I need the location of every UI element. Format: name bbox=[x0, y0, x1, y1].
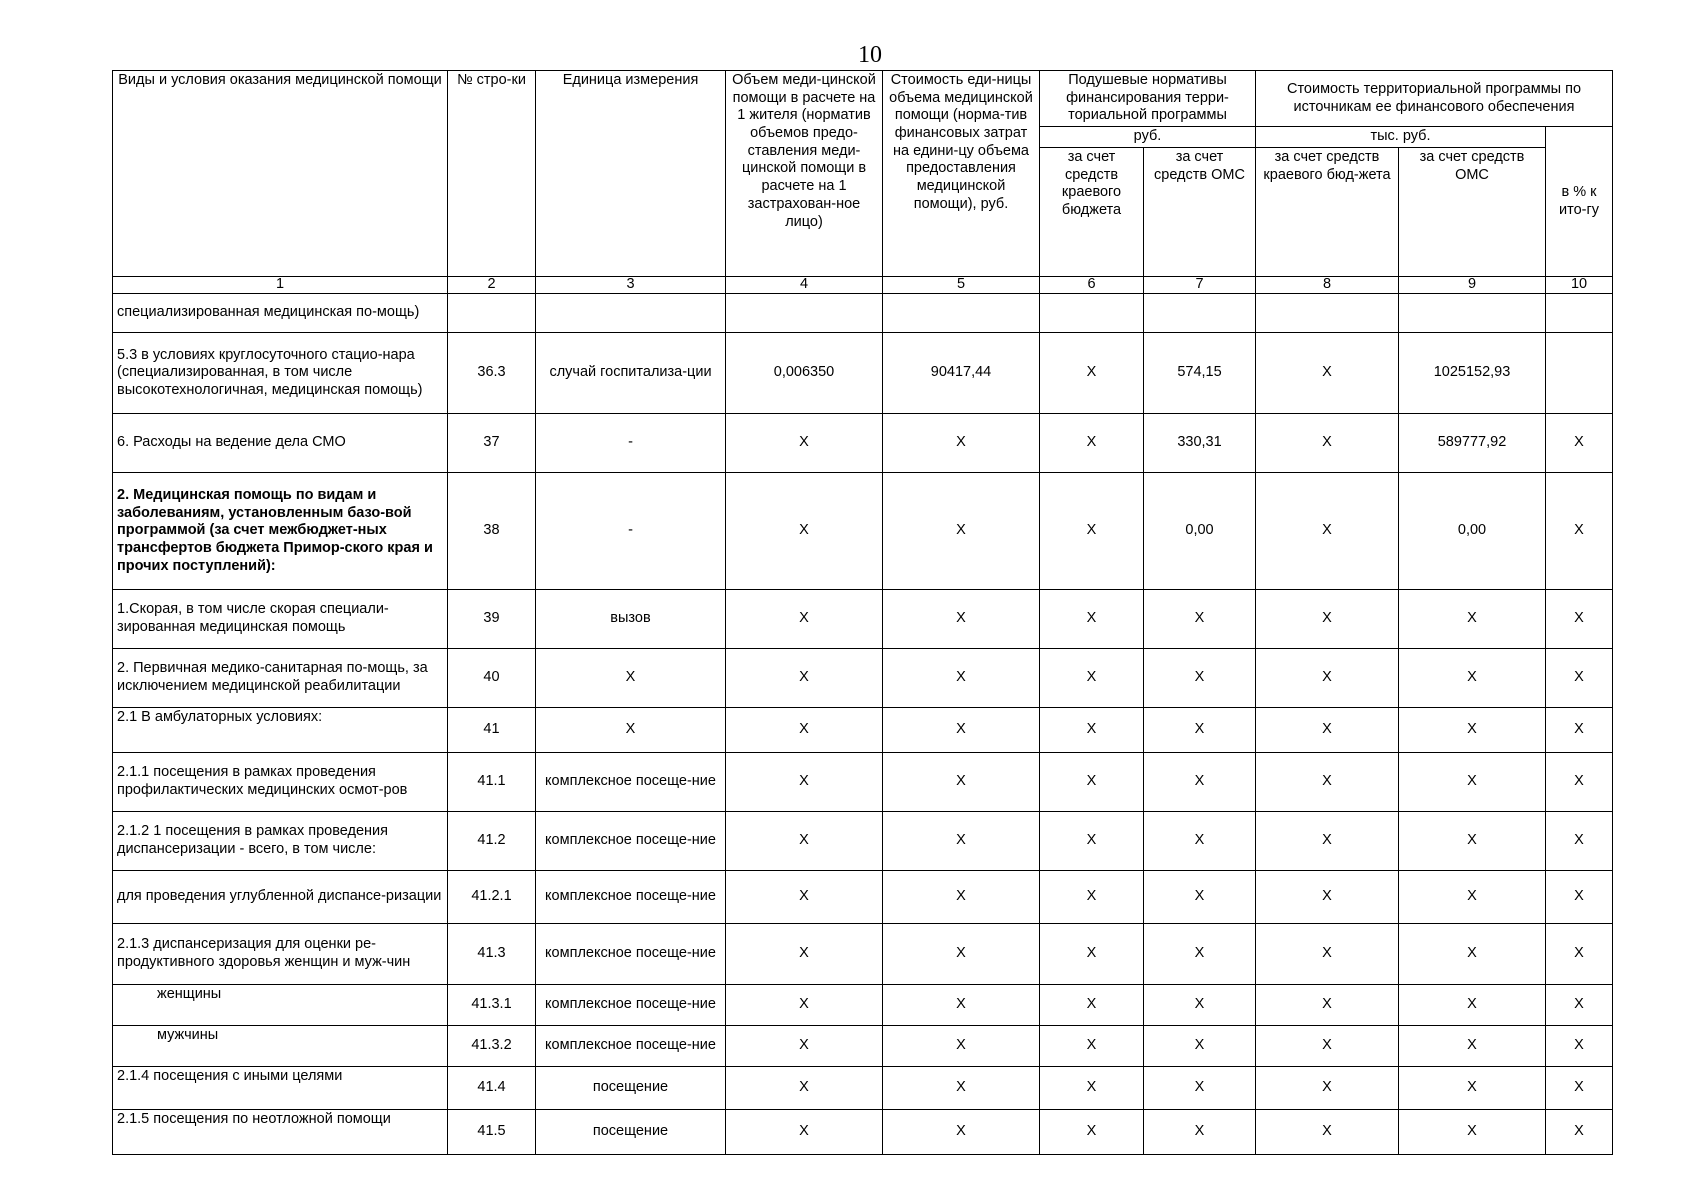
row-percent-total: Х bbox=[1546, 871, 1613, 924]
header-per-capita-group: Подушевые нормативы финансирования терри-ториальной программы bbox=[1040, 71, 1256, 127]
row-oms-rub: Х bbox=[1144, 1026, 1256, 1067]
row-oms-rub: 574,15 bbox=[1144, 333, 1256, 414]
row-regional-budget-thousand: Х bbox=[1256, 871, 1399, 924]
row-unit-cost: Х bbox=[883, 590, 1040, 649]
row-unit: Х bbox=[536, 649, 726, 708]
row-number: 41.2 bbox=[448, 812, 536, 871]
row-unit: комплексное посеще-ние bbox=[536, 753, 726, 812]
row-unit-cost: Х bbox=[883, 473, 1040, 590]
row-oms-rub: Х bbox=[1144, 985, 1256, 1026]
header-unit: Единица измерения bbox=[536, 71, 726, 277]
row-volume: Х bbox=[726, 924, 883, 985]
table-row bbox=[113, 649, 1613, 708]
row-unit-cost: Х bbox=[883, 649, 1040, 708]
row-number: 41.5 bbox=[448, 1110, 536, 1155]
header-unit-cost: Стоимость еди-ницы объема медицинской помощи (норма-тив финансовых затрат на едини-цу объема предоставления медицинской помощи), руб. bbox=[883, 71, 1040, 277]
row-unit: комплексное посеще-ние bbox=[536, 924, 726, 985]
row-oms-thousand: Х bbox=[1399, 924, 1546, 985]
row-regional-budget-rub: Х bbox=[1040, 649, 1144, 708]
row-oms-thousand: Х bbox=[1399, 649, 1546, 708]
row-volume: Х bbox=[726, 1067, 883, 1110]
row-regional-budget-thousand: Х bbox=[1256, 473, 1399, 590]
row-name: 2.1.4 посещения с иными целями bbox=[113, 1067, 448, 1110]
table-row bbox=[113, 871, 1613, 924]
table-row bbox=[113, 414, 1613, 473]
row-regional-budget-rub: Х bbox=[1040, 924, 1144, 985]
row-unit: посещение bbox=[536, 1067, 726, 1110]
row-volume: Х bbox=[726, 649, 883, 708]
row-name: 2.1 В амбулаторных условиях: bbox=[113, 708, 448, 753]
row-unit: - bbox=[536, 473, 726, 590]
row-volume: Х bbox=[726, 473, 883, 590]
row-regional-budget-thousand: Х bbox=[1256, 812, 1399, 871]
row-oms-rub: Х bbox=[1144, 871, 1256, 924]
row-oms-rub bbox=[1144, 294, 1256, 333]
table-row bbox=[113, 753, 1613, 812]
header-unit-rub: руб. bbox=[1040, 127, 1256, 148]
row-regional-budget-thousand: Х bbox=[1256, 753, 1399, 812]
table-row bbox=[113, 294, 1613, 333]
row-unit-cost: Х bbox=[883, 1026, 1040, 1067]
row-oms-rub: 0,00 bbox=[1144, 473, 1256, 590]
row-number: 41 bbox=[448, 708, 536, 753]
row-regional-budget-rub: Х bbox=[1040, 985, 1144, 1026]
row-unit: комплексное посеще-ние bbox=[536, 985, 726, 1026]
row-name: женщины bbox=[113, 985, 448, 1026]
row-regional-budget-thousand: Х bbox=[1256, 414, 1399, 473]
header-program-cost-group: Стоимость территориальной программы по источникам ее финансового обеспечения bbox=[1256, 71, 1613, 127]
column-number: 4 bbox=[726, 277, 883, 294]
row-unit-cost: Х bbox=[883, 871, 1040, 924]
header-kinds-conditions: Виды и условия оказания медицинской помощи bbox=[113, 71, 448, 277]
table-row bbox=[113, 812, 1613, 871]
row-number: 39 bbox=[448, 590, 536, 649]
header-row-number: № стро-ки bbox=[448, 71, 536, 277]
header-regional-budget-thousand: за счет средств краевого бюд-жета bbox=[1256, 148, 1399, 277]
row-percent-total: Х bbox=[1546, 414, 1613, 473]
row-unit bbox=[536, 294, 726, 333]
row-number: 37 bbox=[448, 414, 536, 473]
page-number: 10 bbox=[858, 42, 882, 68]
row-regional-budget-rub bbox=[1040, 294, 1144, 333]
table-row bbox=[113, 1110, 1613, 1155]
row-unit: - bbox=[536, 414, 726, 473]
row-unit-cost: Х bbox=[883, 985, 1040, 1026]
row-oms-rub: Х bbox=[1144, 649, 1256, 708]
row-regional-budget-thousand: Х bbox=[1256, 1067, 1399, 1110]
row-oms-thousand bbox=[1399, 294, 1546, 333]
column-number: 7 bbox=[1144, 277, 1256, 294]
row-oms-thousand: Х bbox=[1399, 985, 1546, 1026]
row-regional-budget-rub: Х bbox=[1040, 1067, 1144, 1110]
row-regional-budget-rub: Х bbox=[1040, 590, 1144, 649]
row-unit-cost: 90417,44 bbox=[883, 333, 1040, 414]
row-unit: вызов bbox=[536, 590, 726, 649]
column-number: 10 bbox=[1546, 277, 1613, 294]
row-regional-budget-thousand: Х bbox=[1256, 1110, 1399, 1155]
row-oms-thousand: Х bbox=[1399, 1110, 1546, 1155]
row-unit-cost: Х bbox=[883, 924, 1040, 985]
header-oms-rub: за счет средств ОМС bbox=[1144, 148, 1256, 277]
row-regional-budget-thousand: Х bbox=[1256, 1026, 1399, 1067]
row-number: 38 bbox=[448, 473, 536, 590]
row-regional-budget-rub: Х bbox=[1040, 414, 1144, 473]
column-number: 6 bbox=[1040, 277, 1144, 294]
row-percent-total: Х bbox=[1546, 473, 1613, 590]
row-oms-rub: 330,31 bbox=[1144, 414, 1256, 473]
row-regional-budget-thousand: Х bbox=[1256, 924, 1399, 985]
row-unit-cost: Х bbox=[883, 1067, 1040, 1110]
row-regional-budget-rub: Х bbox=[1040, 753, 1144, 812]
row-percent-total: Х bbox=[1546, 1110, 1613, 1155]
header-percent-total: в % к ито-гу bbox=[1546, 127, 1613, 277]
row-volume: Х bbox=[726, 753, 883, 812]
row-regional-budget-thousand: Х bbox=[1256, 708, 1399, 753]
row-percent-total: Х bbox=[1546, 1026, 1613, 1067]
row-name: 6. Расходы на ведение дела СМО bbox=[113, 414, 448, 473]
header-regional-budget-rub: за счет средств краевого бюджета bbox=[1040, 148, 1144, 277]
row-percent-total: Х bbox=[1546, 924, 1613, 985]
row-unit: комплексное посеще-ние bbox=[536, 1026, 726, 1067]
row-volume bbox=[726, 294, 883, 333]
row-oms-rub: Х bbox=[1144, 812, 1256, 871]
row-regional-budget-thousand: Х bbox=[1256, 590, 1399, 649]
row-number: 41.4 bbox=[448, 1067, 536, 1110]
row-regional-budget-rub: Х bbox=[1040, 333, 1144, 414]
row-oms-thousand: Х bbox=[1399, 753, 1546, 812]
row-unit-cost: Х bbox=[883, 414, 1040, 473]
row-oms-thousand: Х bbox=[1399, 1067, 1546, 1110]
row-percent-total: Х bbox=[1546, 753, 1613, 812]
row-volume: Х bbox=[726, 1110, 883, 1155]
row-oms-rub: Х bbox=[1144, 590, 1256, 649]
row-regional-budget-rub: Х bbox=[1040, 708, 1144, 753]
table-row bbox=[113, 1067, 1613, 1110]
table-row bbox=[113, 590, 1613, 649]
column-number: 2 bbox=[448, 277, 536, 294]
row-percent-total bbox=[1546, 294, 1613, 333]
row-name: 5.3 в условиях круглосуточного стацио-нара (специализированная, в том числе высокотехнологичная, медицинская помощь) bbox=[113, 333, 448, 414]
table-row bbox=[113, 333, 1613, 414]
row-unit: посещение bbox=[536, 1110, 726, 1155]
row-regional-budget-rub: Х bbox=[1040, 473, 1144, 590]
row-volume: Х bbox=[726, 812, 883, 871]
row-volume: Х bbox=[726, 985, 883, 1026]
row-oms-rub: Х bbox=[1144, 1067, 1256, 1110]
row-percent-total: Х bbox=[1546, 985, 1613, 1026]
row-unit: комплексное посеще-ние bbox=[536, 812, 726, 871]
row-number: 41.3 bbox=[448, 924, 536, 985]
row-unit-cost: Х bbox=[883, 812, 1040, 871]
row-unit: случай госпитализа-ции bbox=[536, 333, 726, 414]
row-name: 2.1.2 1 посещения в рамках проведения диспансеризации - всего, в том числе: bbox=[113, 812, 448, 871]
header-oms-thousand: за счет средств ОМС bbox=[1399, 148, 1546, 277]
row-unit-cost bbox=[883, 294, 1040, 333]
row-unit-cost: Х bbox=[883, 753, 1040, 812]
row-regional-budget-thousand: Х bbox=[1256, 985, 1399, 1026]
row-oms-thousand: Х bbox=[1399, 1026, 1546, 1067]
column-number: 3 bbox=[536, 277, 726, 294]
row-regional-budget-thousand: Х bbox=[1256, 333, 1399, 414]
row-number: 36.3 bbox=[448, 333, 536, 414]
table-row bbox=[113, 1026, 1613, 1067]
row-oms-thousand: Х bbox=[1399, 708, 1546, 753]
column-number: 8 bbox=[1256, 277, 1399, 294]
row-regional-budget-rub: Х bbox=[1040, 871, 1144, 924]
row-oms-thousand: Х bbox=[1399, 812, 1546, 871]
header-volume: Объем меди-цинской помощи в расчете на 1 жителя (норматив объемов предо-ставления меди-цинской помощи в расчете на 1 застрахован-ное лицо) bbox=[726, 71, 883, 277]
row-number: 41.2.1 bbox=[448, 871, 536, 924]
column-number: 9 bbox=[1399, 277, 1546, 294]
row-percent-total: Х bbox=[1546, 708, 1613, 753]
row-name: 2. Первичная медико-санитарная по-мощь, за исключением медицинской реабилитации bbox=[113, 649, 448, 708]
header-row bbox=[113, 71, 1613, 127]
table-row bbox=[113, 708, 1613, 753]
row-number: 41.1 bbox=[448, 753, 536, 812]
row-name: 2.1.3 диспансеризация для оценки ре-продуктивного здоровья женщин и муж-чин bbox=[113, 924, 448, 985]
medical-care-table bbox=[112, 70, 1613, 1155]
row-percent-total bbox=[1546, 333, 1613, 414]
row-number: 41.3.1 bbox=[448, 985, 536, 1026]
row-number bbox=[448, 294, 536, 333]
row-volume: Х bbox=[726, 871, 883, 924]
column-number: 5 bbox=[883, 277, 1040, 294]
row-name: 2.1.5 посещения по неотложной помощи bbox=[113, 1110, 448, 1155]
row-unit-cost: Х bbox=[883, 1110, 1040, 1155]
row-oms-thousand: 589777,92 bbox=[1399, 414, 1546, 473]
row-regional-budget-thousand: Х bbox=[1256, 649, 1399, 708]
header-unit-thousand-rub: тыс. руб. bbox=[1256, 127, 1546, 148]
row-oms-rub: Х bbox=[1144, 1110, 1256, 1155]
column-number: 1 bbox=[113, 277, 448, 294]
row-volume: Х bbox=[726, 1026, 883, 1067]
row-percent-total: Х bbox=[1546, 812, 1613, 871]
row-volume: Х bbox=[726, 708, 883, 753]
row-percent-total: Х bbox=[1546, 590, 1613, 649]
table-body bbox=[113, 71, 1613, 1155]
row-name: 2. Медицинская помощь по видам и заболеваниям, установленным базо-вой программой (за счет межбюджет-ных трансфертов бюджета Примор-ского края и прочих поступлений): bbox=[113, 473, 448, 590]
column-number-row bbox=[113, 277, 1613, 294]
row-name: мужчины bbox=[113, 1026, 448, 1067]
row-regional-budget-thousand bbox=[1256, 294, 1399, 333]
row-percent-total: Х bbox=[1546, 1067, 1613, 1110]
row-oms-thousand: 0,00 bbox=[1399, 473, 1546, 590]
row-name: 2.1.1 посещения в рамках проведения профилактических медицинских осмот-ров bbox=[113, 753, 448, 812]
row-name: специализированная медицинская по-мощь) bbox=[113, 294, 448, 333]
row-regional-budget-rub: Х bbox=[1040, 1110, 1144, 1155]
row-percent-total: Х bbox=[1546, 649, 1613, 708]
row-oms-rub: Х bbox=[1144, 924, 1256, 985]
row-oms-thousand: 1025152,93 bbox=[1399, 333, 1546, 414]
row-regional-budget-rub: Х bbox=[1040, 1026, 1144, 1067]
row-unit: комплексное посеще-ние bbox=[536, 871, 726, 924]
row-volume: Х bbox=[726, 590, 883, 649]
table-row bbox=[113, 985, 1613, 1026]
row-oms-rub: Х bbox=[1144, 753, 1256, 812]
table-row bbox=[113, 473, 1613, 590]
row-number: 41.3.2 bbox=[448, 1026, 536, 1067]
row-regional-budget-rub: Х bbox=[1040, 812, 1144, 871]
row-unit: Х bbox=[536, 708, 726, 753]
row-oms-rub: Х bbox=[1144, 708, 1256, 753]
row-oms-thousand: Х bbox=[1399, 590, 1546, 649]
row-number: 40 bbox=[448, 649, 536, 708]
row-volume: 0,006350 bbox=[726, 333, 883, 414]
table-row bbox=[113, 924, 1613, 985]
row-name: 1.Скорая, в том числе скорая специали-зированная медицинская помощь bbox=[113, 590, 448, 649]
row-name: для проведения углубленной диспансе-ризации bbox=[113, 871, 448, 924]
row-volume: Х bbox=[726, 414, 883, 473]
row-oms-thousand: Х bbox=[1399, 871, 1546, 924]
row-unit-cost: Х bbox=[883, 708, 1040, 753]
